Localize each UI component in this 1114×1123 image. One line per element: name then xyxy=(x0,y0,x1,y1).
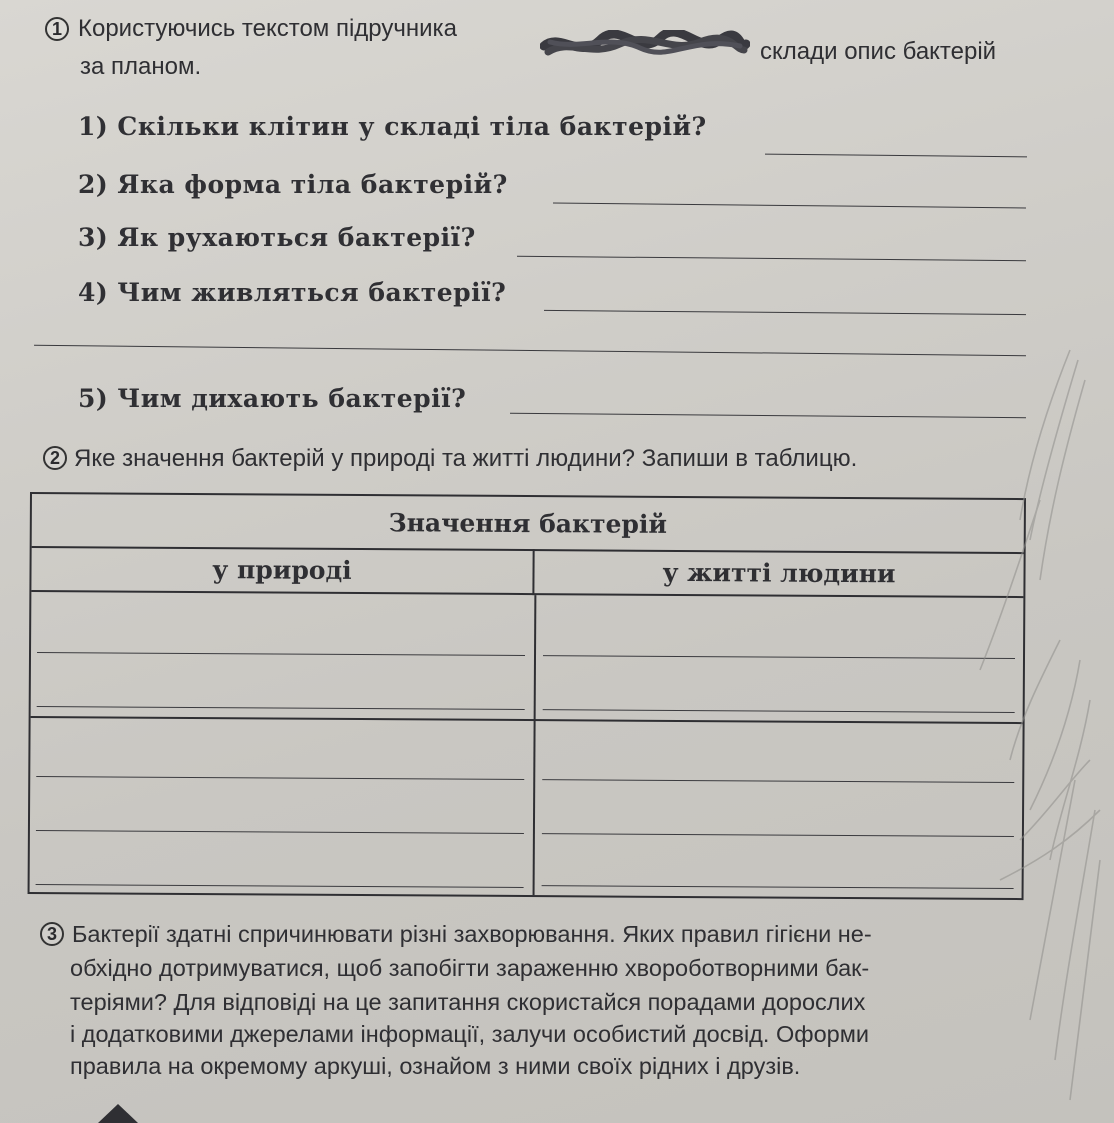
column-header-human-life: у житті людини xyxy=(534,549,1023,598)
exercise-3-line-3: теріями? Для відповіді на це запитання скористайся порадами дорослих xyxy=(70,989,866,1015)
answer-line-1[interactable] xyxy=(765,154,1027,158)
question-5: 5) Чим дихають бактерії? xyxy=(78,384,467,413)
bacteria-significance-table xyxy=(28,492,1026,900)
exercise-1-instruction-end: склади опис бактерій xyxy=(760,38,997,65)
exercise-3-line-1: Бактерії здатні спричинювати різні захворювання. Яких правил гігієни не- xyxy=(72,921,872,947)
answer-line-3[interactable] xyxy=(517,256,1026,261)
exercise-1-instruction-start: Користуючись текстом підручника xyxy=(78,15,457,42)
table-row-separator xyxy=(31,716,1023,724)
nature-answer-line-2[interactable] xyxy=(37,706,525,710)
exercise-1-number xyxy=(45,17,69,41)
human-answer-line-4[interactable] xyxy=(542,833,1014,837)
scribble-mark-icon xyxy=(540,30,750,62)
question-3: 3) Як рухаються бактерії? xyxy=(78,223,476,252)
human-answer-line-1[interactable] xyxy=(543,655,1015,659)
human-answer-line-2[interactable] xyxy=(543,709,1015,713)
exercise-2-instruction: Яке значення бактерій у природі та житті людини? Запиши в таблицю. xyxy=(74,445,858,472)
exercise-3-line-5: правила на окремому аркуші, ознайом з ними своїх рідних і друзів. xyxy=(70,1053,801,1079)
exercise-3-line-4: і додатковими джерелами інформації, залучи особистий досвід. Оформи xyxy=(70,1021,869,1047)
question-2: 2) Яка форма тіла бактерій? xyxy=(78,170,508,199)
nature-answer-line-1[interactable] xyxy=(37,652,525,656)
nature-answer-line-3[interactable] xyxy=(36,776,524,780)
column-divider xyxy=(533,595,537,895)
column-header-nature: у природі xyxy=(31,546,534,595)
exercise-3-number xyxy=(40,922,64,946)
answer-line-2[interactable] xyxy=(553,203,1026,209)
table-title: Значення бактерій xyxy=(32,494,1024,554)
exercise-2-number-text: 2 xyxy=(49,447,60,468)
exercise-1-instruction-line2: за планом. xyxy=(80,53,202,80)
exercise-2-number xyxy=(43,446,67,470)
human-answer-line-5[interactable] xyxy=(542,885,1014,889)
nature-answer-line-5[interactable] xyxy=(36,884,524,888)
exercise-3-number-text: 3 xyxy=(46,923,57,944)
question-4: 4) Чим живляться бактерії? xyxy=(78,278,507,307)
nature-answer-line-4[interactable] xyxy=(36,830,524,834)
answer-line-4[interactable] xyxy=(544,310,1026,315)
answer-line-5[interactable] xyxy=(510,413,1026,419)
exercise-1-number-text: 1 xyxy=(51,18,62,39)
question-1: 1) Скільки клітин у складі тіла бактерій? xyxy=(78,112,707,141)
corner-triangle-icon xyxy=(98,1100,138,1123)
answer-line-4-extra[interactable] xyxy=(34,345,1026,356)
exercise-3-line-2: обхідно дотримуватися, щоб запобігти зараженню хвороботворними бак- xyxy=(70,955,870,981)
human-answer-line-3[interactable] xyxy=(542,779,1014,783)
